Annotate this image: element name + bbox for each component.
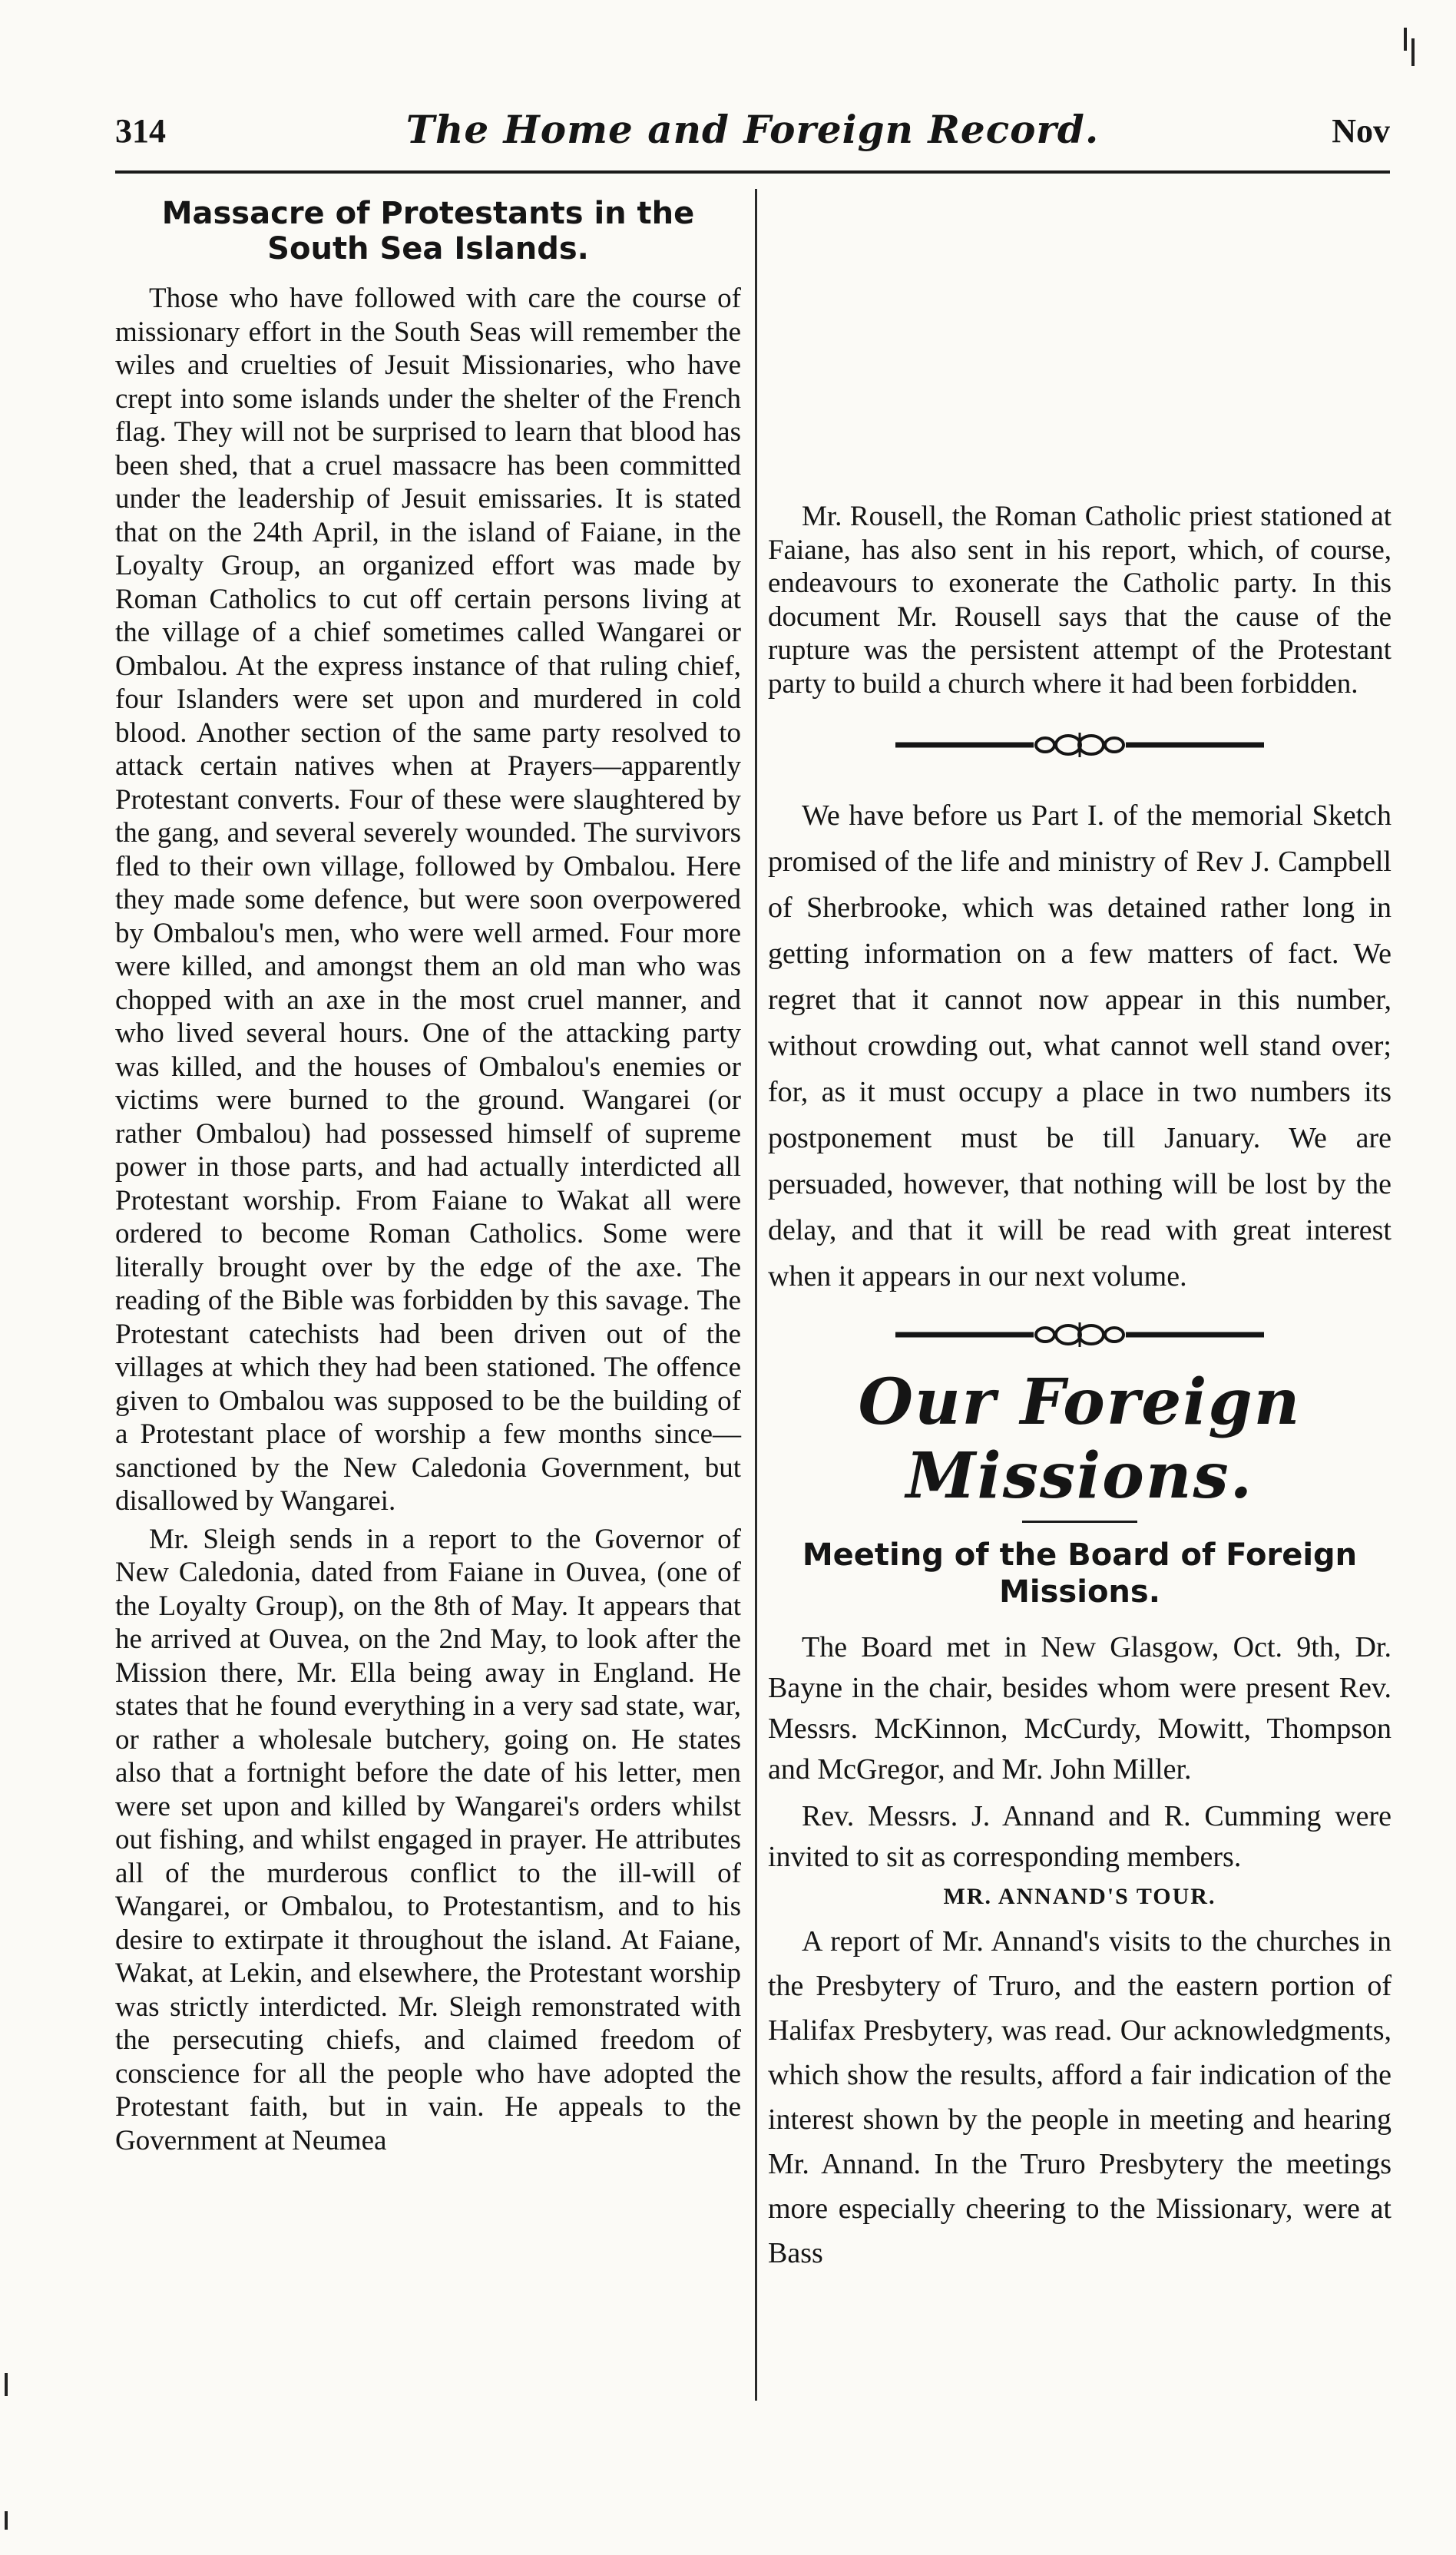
meeting-paragraph: Rev. Messrs. J. Annand and R. Cumming were invited to sit as corresponding members.: [768, 1800, 1391, 1873]
article-paragraph: Those who have followed with care the course of missionary effort in the South Seas will remember the wiles and cruelties of Jesuit Missionaries, who have crept into some islands under the shelter of the French flag. They will not be surprised to learn that blood has been shed, that a cruel massacre has been committed under the leadership of Jesuit emissaries. It is stated that on the 24th April, in the island of Faiane, in the Loyalty Group, an organized effort was made by Roman Catholics to cut off certain persons living at the village of a chief sometimes called Wangarei or Ombalou. At the express instance of that ruling chief, four Islanders were set upon and murdered in cold blood. Another section of the same party resolved to attack certain natives when at Prayers—apparently Protestant converts. Four of these were slaughtered by the gang, and several severely wounded. The survivors fled to their own village, followed by Ombalou. Here they made some defence, but were soon overpowered by Ombalou's men, who were well armed. Four more were killed, and amongst them an old man who was chopped with an axe in the most cruel manner, and who lived several hours. One of the attacking party was killed, and the houses of Ombalou's enemies or victims were burned to the ground. Wangarei (or rather Ombalou) had possessed himself of supreme power in those parts, and had actually interdicted all Protestant worship. From Faiane to Wakat all were ordered to become Roman Catholics. Some were literally brought over by the edge of the axe. The reading of the Bible was forbidden by this savage. The Protestant catechists had been driven out of the villages at which they had been stationed. The offence given to Ombalou was supposed to be the building of a Protestant place of worship a few months since—sanctioned by the New Caledonia Government, but disallowed by Wangarei.: [115, 283, 741, 1517]
memorial-notice: [768, 793, 1391, 1299]
article-heading: Massacre of Protestants in the South Sea Islands.: [161, 196, 695, 266]
subheading: MR. ANNAND'S TOUR.: [943, 1884, 1216, 1909]
tour-paragraph: A report of Mr. Annand's visits to the churches in the Presbytery of Truro, and the eastern portion of Halifax Presbytery, was read. Our acknowledgments, which show the results, afford a fair indication of the interest shown by the people in meeting and hearing Mr. Annand. In the Truro Presbytery the meetings more especially cheering to the Missionary, were at Bass: [768, 1925, 1391, 2269]
title-rule: [1022, 1521, 1137, 1523]
issue-month: Nov: [1332, 112, 1390, 150]
article-paragraph: Mr. Rousell, the Roman Catholic priest stationed at Faiane, has also sent in his report, which, of course, endeavours to exonerate the Catholic party. In this document Mr. Rousell says that the cause of the rupture was the persistent attempt of the Protestant party to build a church where it had been forbidden.: [768, 501, 1391, 700]
article-paragraph-continued: [768, 196, 1391, 497]
page-number: 314: [115, 112, 166, 150]
left-column: [115, 196, 741, 2156]
article-paragraph: Mr. Sleigh sends in a report to the Governor of New Caledonia, dated from Faiane in Ouvea, (one of the Loyalty Group), on the 8th of May. It appears that he arrived at Ouvea, on the 2nd May, to look after the Mission there, Mr. Ella being away in England. He states that he found everything in a very sad state, war, or rather a wholesale butchery, going on. He states also that a fortnight before the date of his letter, men were set upon and killed by Wangarei's orders whilst out fishing, and whilst engaged in prayer. He attributes all of the murderous conflict to the ill-will of Wangarei, or Ombalou, to Protestantism, and to his desire to extirpate it throughout the island. At Faiane, Wakat, at Lekin, and elsewhere, the Protestant worship was strictly interdicted. Mr. Sleigh remonstrated with the persecuting chiefs, and claimed freedom of conscience for all the people who have adopted the Protestant faith, but in vain. He appeals to the Government at Neumea: [115, 1523, 741, 2156]
section-title: Our Foreign Missions.: [858, 1365, 1302, 1513]
scan-speck: [1404, 28, 1407, 51]
memorial-text: We have before us Part I. of the memorial Sketch promised of the life and ministry of Rev J. Campbell of Sherbrooke, which was detained rather long in getting information on a few matters of fact. We regret that it cannot now appear in this number, without crowding out, what cannot well stand over; for, as it must occupy a place in two numbers its postponement must be till January. We are persuaded, however, that nothing will be lost by the delay, and that it will be read with great interest when it appears in our next volume.: [768, 799, 1391, 1292]
header-rule: [115, 170, 1390, 174]
scan-speck: [5, 2511, 8, 2530]
meeting-paragraph: The Board met in New Glasgow, Oct. 9th, Dr. Bayne in the chair, besides whom were present Rev. Messrs. McKinnon, McCurdy, Mowitt, Thompson and McGregor, and Mr. John Miller.: [768, 1631, 1391, 1786]
right-column: [768, 196, 1391, 2275]
scan-speck: [1411, 38, 1415, 66]
journal-title: The Home and Foreign Record.: [405, 107, 1100, 152]
ornament-divider: [880, 1318, 1279, 1352]
ornament-divider: [880, 728, 1279, 762]
meeting-heading: Meeting of the Board of Foreign Missions.: [802, 1537, 1358, 1610]
column-divider: [755, 189, 757, 2401]
scan-speck: [5, 2373, 8, 2396]
running-header: [115, 107, 1390, 165]
meeting-report: [768, 1627, 1391, 2275]
